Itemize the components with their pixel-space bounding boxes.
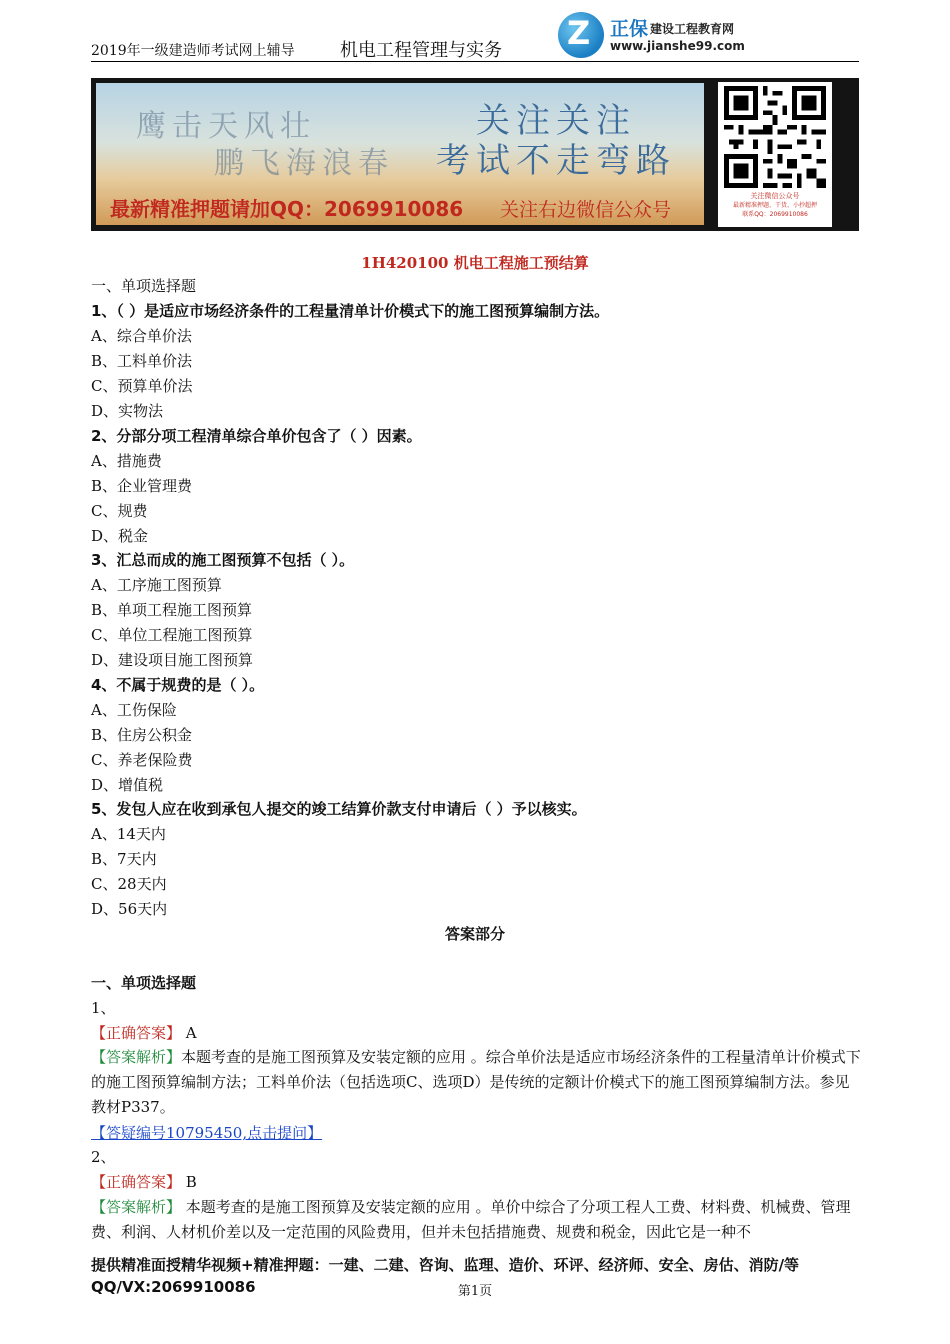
question-2-option-a: A、措施费 bbox=[91, 452, 162, 470]
banner-image bbox=[96, 83, 704, 225]
answer-1-analysis-text: 本题考查的是施工图预算及安装定额的应用 。综合单价法是适应市场经济条件的工程量清单计价模式下的施工图预算编制方法；工料单价法（包括选项C、选项D）是传统的定额计价模式下的施工图预算编制方法。参见教材P337。 bbox=[91, 1048, 861, 1116]
section-title: 1H420100 机电工程施工预结算 bbox=[361, 254, 589, 272]
banner-qq: 最新精准押题请加QQ：2069910086 bbox=[110, 197, 464, 221]
banner-follow: 关注右边微信公众号 bbox=[500, 199, 672, 221]
answer-1-analysis bbox=[91, 1045, 861, 1120]
ad-banner[interactable] bbox=[91, 78, 859, 231]
qr-caption-3: 联系QQ：2069910086 bbox=[742, 211, 808, 218]
question-1-stem: 1、（ ）是适应市场经济条件的工程量清单计价模式下的施工图预算编制方法。 bbox=[91, 302, 610, 320]
question-3-option-d: D、建设项目施工图预算 bbox=[91, 651, 254, 669]
question-2-stem: 2、分部分项工程清单综合单价包含了（ ）因素。 bbox=[91, 427, 422, 445]
answer-2-number: 2、 bbox=[91, 1148, 116, 1166]
header-subject: 机电工程管理与实务 bbox=[340, 40, 502, 61]
answer-2-analysis-text: 本题考查的是施工图预算及安装定额的应用 。单价中综合了分项工程人工费、材料费、机械费、管理费、利润、人材机价差以及一定范围的风险费用，但并未包括措施费、规费和税金，因此它是一种不 bbox=[91, 1198, 851, 1241]
question-5-option-b: B、7天内 bbox=[91, 850, 157, 868]
footer-promo: 提供精准面授精华视频+精准押题：一建、二建、咨询、监理、造价、环评、经济师、安全、房估、消防/等 bbox=[91, 1256, 800, 1274]
question-4-option-a: A、工伤保险 bbox=[91, 701, 177, 719]
answers-part-heading: 一、单项选择题 bbox=[91, 974, 197, 992]
question-1-option-d: D、实物法 bbox=[91, 402, 164, 420]
header-divider bbox=[91, 61, 859, 62]
logo-subtitle: 建设工程教育网 bbox=[650, 22, 735, 36]
question-3-stem: 3、汇总而成的施工图预算不包括（ ）。 bbox=[91, 551, 355, 569]
qr-caption-1: 关注微信公众号 bbox=[750, 192, 800, 200]
banner-slogan-2: 考试不走弯路 bbox=[436, 141, 676, 181]
question-3-option-b: B、单项工程施工图预算 bbox=[91, 601, 253, 619]
question-5-option-c: C、28天内 bbox=[91, 875, 167, 893]
site-logo[interactable] bbox=[558, 12, 858, 58]
question-2-option-c: C、规费 bbox=[91, 502, 148, 520]
answer-1-ask-link[interactable]: 【答疑编号10795450,点击提问】 bbox=[91, 1124, 323, 1142]
correct-answer-label: 【正确答案】 bbox=[91, 1024, 182, 1042]
answer-2-analysis bbox=[91, 1195, 861, 1245]
page-number: 第1页 bbox=[457, 1284, 493, 1299]
question-4-option-b: B、住房公积金 bbox=[91, 726, 193, 744]
logo-name: 正保 bbox=[610, 18, 649, 40]
correct-answer-label: 【正确答案】 bbox=[91, 1173, 182, 1191]
question-1-option-c: C、预算单价法 bbox=[91, 377, 193, 395]
analysis-label: 【答案解析】 bbox=[91, 1048, 182, 1066]
qr-caption-2: 最新精准押题、干货、小抄超押 bbox=[732, 202, 817, 209]
question-4-stem: 4、不属于规费的是（ ）。 bbox=[91, 676, 265, 694]
logo-emblem-icon: Z bbox=[558, 12, 604, 58]
answer-1-correct bbox=[91, 1023, 197, 1043]
logo-url: www.jianshe99.com bbox=[610, 39, 745, 53]
banner-poem-line2: 鹏飞海浪春 bbox=[214, 146, 394, 181]
answer-2-correct bbox=[91, 1172, 197, 1192]
question-5-stem: 5、发包人应在收到承包人提交的竣工结算价款支付申请后（ ）予以核实。 bbox=[91, 800, 587, 818]
header-exam-title: 2019年一级建造师考试网上辅导 bbox=[91, 43, 295, 59]
footer-contact: QQ/VX:2069910086 bbox=[91, 1278, 256, 1296]
answer-2-value: B bbox=[181, 1173, 197, 1191]
answer-1-value: A bbox=[181, 1024, 197, 1042]
question-2-option-d: D、税金 bbox=[91, 527, 149, 545]
banner-slogan-1: 关注关注 bbox=[476, 101, 636, 141]
qr-code-panel[interactable] bbox=[718, 82, 832, 227]
answer-1-number: 1、 bbox=[91, 999, 116, 1017]
part-heading: 一、单项选择题 bbox=[91, 277, 197, 295]
question-2-option-b: B、企业管理费 bbox=[91, 477, 193, 495]
question-3-option-c: C、单位工程施工图预算 bbox=[91, 626, 253, 644]
qr-code-icon bbox=[724, 86, 826, 188]
answers-heading: 答案部分 bbox=[444, 925, 505, 943]
question-1-option-b: B、工料单价法 bbox=[91, 352, 193, 370]
question-4-option-c: C、养老保险费 bbox=[91, 751, 193, 769]
analysis-label: 【答案解析】 bbox=[91, 1198, 182, 1216]
question-5-option-a: A、14天内 bbox=[91, 825, 166, 843]
banner-poem-line1: 鹰击天风壮 bbox=[136, 109, 316, 144]
question-4-option-d: D、增值税 bbox=[91, 776, 164, 794]
question-5-option-d: D、56天内 bbox=[91, 900, 168, 918]
question-1-option-a: A、综合单价法 bbox=[91, 327, 192, 345]
question-3-option-a: A、工序施工图预算 bbox=[91, 576, 222, 594]
